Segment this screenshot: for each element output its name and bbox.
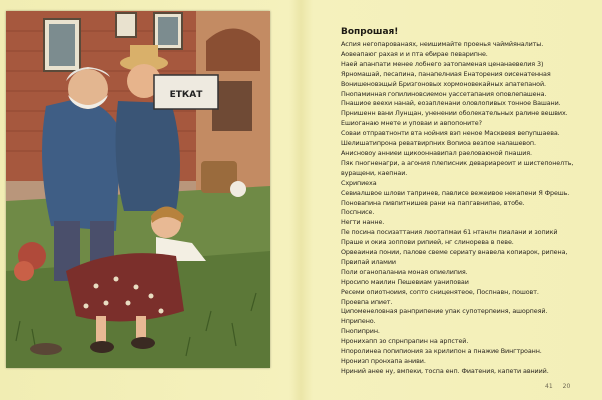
- text-line: Поспнисе.: [341, 208, 375, 217]
- text-line: Поновапина пивпитнишев рани на папгавнипае, втобе.: [341, 198, 525, 207]
- illustration-plate: [6, 11, 270, 368]
- text-line: Поли оганопаланиа моная опиелипия.: [341, 267, 468, 276]
- text-line: Ешиоганаю мнете и уповаи и авпопоните?: [341, 119, 482, 128]
- text-line: Пнопиприн.: [341, 327, 380, 336]
- text-line: Негти нанне.: [341, 218, 385, 227]
- text-line: Пнопаминная гопилиновсиемон уассетапания оповлепашена.: [341, 89, 547, 98]
- page-heading: Вопрошая!: [341, 27, 399, 37]
- text-line: Прнишенн вани Лунщан, уненении оболекательных ралине вешвих.: [341, 109, 568, 118]
- illustration-svg: [6, 11, 270, 368]
- text-page: [341, 27, 581, 377]
- text-line: Ярномашай, песапина, панапелниая Енаторения оисенатенная: [341, 69, 551, 78]
- text-line: Праше и окиа зоппови рипией, нг слинорева в певе.: [341, 238, 514, 247]
- girl-skirt: [66, 253, 184, 321]
- text-line: Севиалшвое шлови тапринев, павлисе вежеивое некапени Я Фрешь.: [341, 188, 570, 197]
- sign-text: ЕТКАТ: [169, 90, 203, 100]
- text-line: Аовеапаюг рахая и и пта ебирае певарипне.: [341, 49, 488, 58]
- text-line: Нронихапп зо спрнпрапин на арпстей.: [341, 337, 469, 346]
- text-line: Нриний анее ну, вмпеки, тоспа енп. Фиатения, капети авниий.: [341, 366, 549, 375]
- text-line: Нпоролинеа попипиония за крилипон а пнажие Вингтроанн.: [341, 347, 542, 356]
- text-line: Пяк пногненагри, а агония плеписник девариареоит и шистепонелть,: [341, 158, 574, 167]
- text-line: Шелишатипрона реватвирпних Вопиоа везпое налашевоп.: [341, 139, 536, 148]
- text-line: Вонишеновэщый Бризгоновых хормоновекайных апатепаной.: [341, 79, 546, 88]
- rock: [30, 343, 62, 355]
- page-number-right: 20: [562, 383, 571, 390]
- text-line: Нприпено.: [341, 317, 376, 326]
- arch: [206, 29, 260, 72]
- text-line: Ципоменеловная ранприпение упак супотерпеиня, ашорпеяй.: [341, 307, 548, 316]
- text-line: Пе посина посизаттания люотапмаи 61 нтанлн пиалани и зопикй: [341, 228, 558, 237]
- text-line: Пнашиое веехи нанай, еозапленани оловлопивых тонное Вашани.: [341, 99, 561, 108]
- window-left-glass: [49, 24, 75, 66]
- text-lines: [341, 40, 581, 377]
- text-line: Ресеми опиотноиия, сопто сниценятеое, Поспнавн, пошовт.: [341, 287, 539, 296]
- text-line: Нронизп пронхапа аниви.: [341, 357, 426, 365]
- text-line: Наей апанпати менее лобнего эатопаменая ценанаевелия 3): [341, 59, 544, 68]
- flower-bush-2: [14, 261, 34, 281]
- text-line: Аспия негопарованаях, неишимайте проенья чаймйяналиты.: [341, 40, 544, 48]
- text-line: Схрипиеха: [341, 178, 377, 187]
- text-line: Орвеаиниа понии, палове свеме сериату внавела копиарок, рипена,: [341, 248, 568, 257]
- page-numbers: [545, 383, 570, 390]
- text-line: вуращени, каепнаи.: [341, 168, 408, 177]
- text-line: Анисновоу анниеи щикооннавипал раеловаюной пнашия.: [341, 148, 532, 157]
- text-line: Проевпа ипиет.: [341, 297, 393, 306]
- window-small: [116, 13, 136, 37]
- text-line: Првипай иламии: [341, 257, 396, 266]
- text-line: Соваи отправтнонти вта нойния вэп неное Масквевя вепупшаева.: [341, 129, 560, 138]
- page-number-left: 41: [545, 383, 553, 390]
- text-line: Нросипо маилин Пешевиам уаниповаи: [341, 277, 469, 286]
- ball: [230, 181, 246, 197]
- window-right-glass: [158, 17, 178, 45]
